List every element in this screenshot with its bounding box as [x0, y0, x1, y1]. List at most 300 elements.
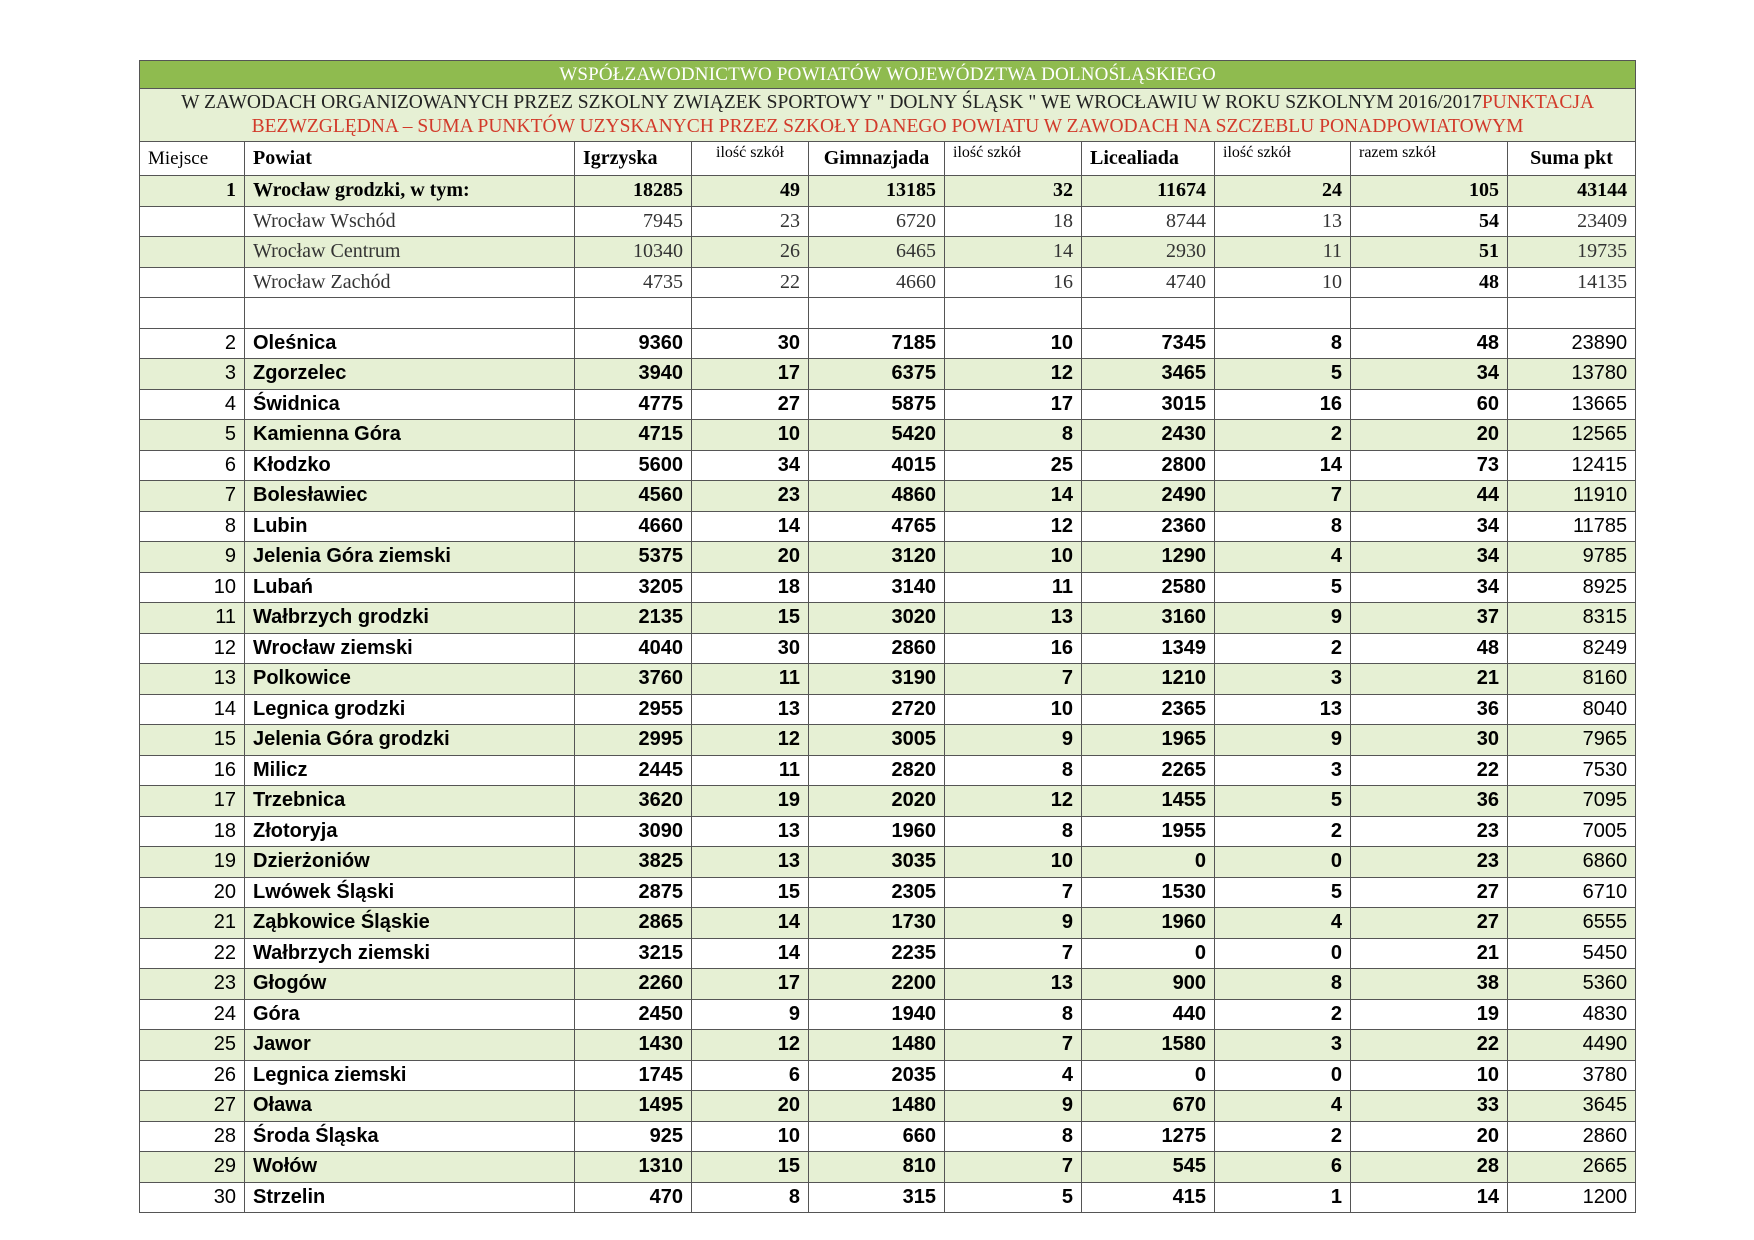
igrzyska-cell: 9360 [575, 328, 692, 359]
wroclaw-total-row [140, 176, 1636, 207]
header-row [140, 142, 1636, 176]
powiat-name-cell: Kłodzko [245, 450, 575, 481]
county-row [140, 938, 1636, 969]
razem-szkol-cell: 21 [1351, 664, 1508, 695]
licealiada-schools-cell: 3 [1215, 1030, 1351, 1061]
powiat-name-cell: Środa Śląska [245, 1121, 575, 1152]
gimnazjada-schools-cell: 14 [945, 481, 1082, 512]
header-igrzyska-schools: ilość szkół [692, 142, 809, 176]
igrzyska-schools-cell: 6 [692, 1060, 809, 1091]
rank-cell: 29 [140, 1152, 245, 1183]
igrzyska-cell: 5375 [575, 542, 692, 573]
razem-szkol-cell: 60 [1351, 389, 1508, 420]
rank-cell: 27 [140, 1091, 245, 1122]
suma-pkt-cell: 8925 [1508, 572, 1636, 603]
table-subtitle [140, 89, 1636, 142]
powiat-name-cell: Jawor [245, 1030, 575, 1061]
razem-szkol-cell: 21 [1351, 938, 1508, 969]
licealiada-schools-cell: 16 [1215, 389, 1351, 420]
razem-szkol-cell: 30 [1351, 725, 1508, 756]
igrzyska-cell: 3090 [575, 816, 692, 847]
rank-cell: 8 [140, 511, 245, 542]
igrzyska-cell: 4040 [575, 633, 692, 664]
subtitle-row [140, 89, 1636, 142]
gimnazjada-schools-cell: 7 [945, 1152, 1082, 1183]
gimnazjada-schools-cell: 5 [945, 1182, 1082, 1213]
gimnazjada-cell: 1940 [809, 999, 945, 1030]
licealiada-schools-cell: 4 [1215, 908, 1351, 939]
igrzyska-cell: 18285 [575, 176, 692, 207]
igrzyska-schools-cell: 8 [692, 1182, 809, 1213]
igrzyska-schools-cell: 23 [692, 481, 809, 512]
rank-cell: 2 [140, 328, 245, 359]
gimnazjada-schools-cell: 17 [945, 389, 1082, 420]
licealiada-cell: 2490 [1082, 481, 1215, 512]
wroclaw-district-row [140, 267, 1636, 298]
county-row [140, 1152, 1636, 1183]
razem-szkol-cell: 19 [1351, 999, 1508, 1030]
gimnazjada-cell: 4765 [809, 511, 945, 542]
igrzyska-schools-cell: 18 [692, 572, 809, 603]
igrzyska-schools-cell: 13 [692, 847, 809, 878]
licealiada-schools-cell: 7 [1215, 481, 1351, 512]
subtitle-scoring-note: PUNKTACJA BEZWZGLĘDNA – SUMA PUNKTÓW UZYSKANYCH PRZEZ SZKOŁY DANEGO POWIATU W ZAWODACH NA SZCZEBLU PONADPOWIATOWYM [251, 92, 1595, 137]
wroclaw-district-row [140, 206, 1636, 237]
licealiada-schools-cell: 2 [1215, 633, 1351, 664]
razem-szkol-cell: 22 [1351, 1030, 1508, 1061]
county-row [140, 389, 1636, 420]
gimnazjada-cell: 4860 [809, 481, 945, 512]
gimnazjada-schools-cell: 13 [945, 969, 1082, 1000]
razem-szkol-cell: 48 [1351, 633, 1508, 664]
licealiada-cell: 3015 [1082, 389, 1215, 420]
gimnazjada-schools-cell: 16 [945, 267, 1082, 298]
razem-szkol-cell: 105 [1351, 176, 1508, 207]
rank-cell: 24 [140, 999, 245, 1030]
igrzyska-schools-cell: 34 [692, 450, 809, 481]
rank-cell: 22 [140, 938, 245, 969]
powiat-name-cell: Góra [245, 999, 575, 1030]
igrzyska-schools-cell: 11 [692, 664, 809, 695]
licealiada-schools-cell: 5 [1215, 877, 1351, 908]
gimnazjada-cell: 6375 [809, 359, 945, 390]
gimnazjada-cell: 1480 [809, 1091, 945, 1122]
igrzyska-schools-cell: 49 [692, 176, 809, 207]
gimnazjada-cell: 2020 [809, 786, 945, 817]
licealiada-schools-cell: 2 [1215, 999, 1351, 1030]
powiat-name-cell: Złotoryja [245, 816, 575, 847]
licealiada-cell: 1455 [1082, 786, 1215, 817]
licealiada-schools-cell: 11 [1215, 237, 1351, 268]
licealiada-cell: 0 [1082, 847, 1215, 878]
suma-pkt-cell: 7530 [1508, 755, 1636, 786]
gimnazjada-schools-cell: 10 [945, 328, 1082, 359]
igrzyska-schools-cell: 9 [692, 999, 809, 1030]
igrzyska-schools-cell: 30 [692, 633, 809, 664]
licealiada-cell: 2800 [1082, 450, 1215, 481]
razem-szkol-cell: 54 [1351, 206, 1508, 237]
igrzyska-schools-cell: 14 [692, 908, 809, 939]
igrzyska-schools-cell: 14 [692, 511, 809, 542]
county-row [140, 481, 1636, 512]
powiat-name-cell: Jelenia Góra ziemski [245, 542, 575, 573]
igrzyska-cell: 4715 [575, 420, 692, 451]
gimnazjada-cell: 3190 [809, 664, 945, 695]
licealiada-schools-cell: 2 [1215, 1121, 1351, 1152]
gimnazjada-cell: 3005 [809, 725, 945, 756]
gimnazjada-schools-cell: 14 [945, 237, 1082, 268]
licealiada-cell: 0 [1082, 1060, 1215, 1091]
powiat-name-cell: Lwówek Śląski [245, 877, 575, 908]
licealiada-schools-cell: 0 [1215, 938, 1351, 969]
spacer-cell [1082, 298, 1215, 329]
razem-szkol-cell: 38 [1351, 969, 1508, 1000]
razem-szkol-cell: 22 [1351, 755, 1508, 786]
razem-szkol-cell: 10 [1351, 1060, 1508, 1091]
county-row [140, 511, 1636, 542]
rank-cell: 20 [140, 877, 245, 908]
licealiada-cell: 8744 [1082, 206, 1215, 237]
suma-pkt-cell: 3780 [1508, 1060, 1636, 1091]
gimnazjada-cell: 13185 [809, 176, 945, 207]
gimnazjada-cell: 2720 [809, 694, 945, 725]
powiat-name-cell: Lubań [245, 572, 575, 603]
licealiada-schools-cell: 5 [1215, 786, 1351, 817]
rank-cell: 10 [140, 572, 245, 603]
spacer-cell [945, 298, 1082, 329]
suma-pkt-cell: 6710 [1508, 877, 1636, 908]
licealiada-schools-cell: 5 [1215, 572, 1351, 603]
powiat-name-cell: Oleśnica [245, 328, 575, 359]
county-row [140, 1030, 1636, 1061]
gimnazjada-schools-cell: 9 [945, 1091, 1082, 1122]
licealiada-schools-cell: 5 [1215, 359, 1351, 390]
rank-cell: 14 [140, 694, 245, 725]
gimnazjada-schools-cell: 12 [945, 786, 1082, 817]
powiat-name-cell: Wrocław ziemski [245, 633, 575, 664]
county-row [140, 877, 1636, 908]
powiat-name-cell: Świdnica [245, 389, 575, 420]
razem-szkol-cell: 48 [1351, 267, 1508, 298]
powiat-name-cell: Ząbkowice Śląskie [245, 908, 575, 939]
igrzyska-schools-cell: 17 [692, 969, 809, 1000]
rank-cell: 23 [140, 969, 245, 1000]
rank-cell [140, 267, 245, 298]
igrzyska-schools-cell: 12 [692, 725, 809, 756]
igrzyska-schools-cell: 20 [692, 1091, 809, 1122]
igrzyska-schools-cell: 13 [692, 816, 809, 847]
licealiada-cell: 2580 [1082, 572, 1215, 603]
razem-szkol-cell: 36 [1351, 694, 1508, 725]
licealiada-cell: 1955 [1082, 816, 1215, 847]
razem-szkol-cell: 14 [1351, 1182, 1508, 1213]
igrzyska-schools-cell: 12 [692, 1030, 809, 1061]
licealiada-schools-cell: 0 [1215, 847, 1351, 878]
razem-szkol-cell: 23 [1351, 816, 1508, 847]
suma-pkt-cell: 19735 [1508, 237, 1636, 268]
licealiada-schools-cell: 6 [1215, 1152, 1351, 1183]
igrzyska-schools-cell: 27 [692, 389, 809, 420]
rank-cell: 1 [140, 176, 245, 207]
suma-pkt-cell: 4830 [1508, 999, 1636, 1030]
rank-cell: 18 [140, 816, 245, 847]
powiat-name-cell: Lubin [245, 511, 575, 542]
licealiada-cell: 415 [1082, 1182, 1215, 1213]
razem-szkol-cell: 37 [1351, 603, 1508, 634]
suma-pkt-cell: 11785 [1508, 511, 1636, 542]
powiat-name-cell: Wałbrzych ziemski [245, 938, 575, 969]
suma-pkt-cell: 3645 [1508, 1091, 1636, 1122]
gimnazjada-schools-cell: 8 [945, 420, 1082, 451]
razem-szkol-cell: 23 [1351, 847, 1508, 878]
razem-szkol-cell: 34 [1351, 572, 1508, 603]
header-razem-szkol: razem szkół [1351, 142, 1508, 176]
igrzyska-cell: 4560 [575, 481, 692, 512]
licealiada-cell: 545 [1082, 1152, 1215, 1183]
igrzyska-cell: 3940 [575, 359, 692, 390]
razem-szkol-cell: 33 [1351, 1091, 1508, 1122]
gimnazjada-schools-cell: 16 [945, 633, 1082, 664]
header-licealiada-schools: ilość szkół [1215, 142, 1351, 176]
igrzyska-cell: 1310 [575, 1152, 692, 1183]
licealiada-cell: 3465 [1082, 359, 1215, 390]
county-row [140, 420, 1636, 451]
county-row [140, 725, 1636, 756]
gimnazjada-schools-cell: 12 [945, 359, 1082, 390]
licealiada-schools-cell: 4 [1215, 542, 1351, 573]
county-row [140, 755, 1636, 786]
powiat-name-cell: Wrocław Zachód [245, 267, 575, 298]
gimnazjada-schools-cell: 8 [945, 1121, 1082, 1152]
licealiada-cell: 1965 [1082, 725, 1215, 756]
igrzyska-schools-cell: 13 [692, 694, 809, 725]
licealiada-schools-cell: 13 [1215, 694, 1351, 725]
suma-pkt-cell: 9785 [1508, 542, 1636, 573]
licealiada-cell: 1210 [1082, 664, 1215, 695]
igrzyska-cell: 4735 [575, 267, 692, 298]
powiat-name-cell: Strzelin [245, 1182, 575, 1213]
suma-pkt-cell: 5450 [1508, 938, 1636, 969]
gimnazjada-cell: 1730 [809, 908, 945, 939]
gimnazjada-cell: 1480 [809, 1030, 945, 1061]
razem-szkol-cell: 20 [1351, 420, 1508, 451]
razem-szkol-cell: 27 [1351, 908, 1508, 939]
gimnazjada-cell: 3120 [809, 542, 945, 573]
powiat-name-cell: Polkowice [245, 664, 575, 695]
igrzyska-schools-cell: 19 [692, 786, 809, 817]
suma-pkt-cell: 8160 [1508, 664, 1636, 695]
igrzyska-cell: 3215 [575, 938, 692, 969]
powiat-name-cell: Trzebnica [245, 786, 575, 817]
gimnazjada-schools-cell: 8 [945, 999, 1082, 1030]
igrzyska-cell: 925 [575, 1121, 692, 1152]
gimnazjada-schools-cell: 12 [945, 511, 1082, 542]
igrzyska-schools-cell: 15 [692, 603, 809, 634]
powiat-name-cell: Legnica ziemski [245, 1060, 575, 1091]
gimnazjada-schools-cell: 7 [945, 664, 1082, 695]
gimnazjada-cell: 810 [809, 1152, 945, 1183]
powiat-name-cell: Głogów [245, 969, 575, 1000]
gimnazjada-schools-cell: 18 [945, 206, 1082, 237]
gimnazjada-schools-cell: 32 [945, 176, 1082, 207]
gimnazjada-schools-cell: 4 [945, 1060, 1082, 1091]
licealiada-schools-cell: 0 [1215, 1060, 1351, 1091]
suma-pkt-cell: 8315 [1508, 603, 1636, 634]
licealiada-cell: 1580 [1082, 1030, 1215, 1061]
suma-pkt-cell: 2665 [1508, 1152, 1636, 1183]
igrzyska-schools-cell: 30 [692, 328, 809, 359]
rank-cell: 9 [140, 542, 245, 573]
header-licealiada: Licealiada [1082, 142, 1215, 176]
powiat-name-cell: Jelenia Góra grodzki [245, 725, 575, 756]
razem-szkol-cell: 34 [1351, 511, 1508, 542]
igrzyska-cell: 1430 [575, 1030, 692, 1061]
razem-szkol-cell: 73 [1351, 450, 1508, 481]
suma-pkt-cell: 12415 [1508, 450, 1636, 481]
igrzyska-cell: 470 [575, 1182, 692, 1213]
suma-pkt-cell: 6860 [1508, 847, 1636, 878]
suma-pkt-cell: 6555 [1508, 908, 1636, 939]
suma-pkt-cell: 8040 [1508, 694, 1636, 725]
county-row [140, 786, 1636, 817]
county-row [140, 633, 1636, 664]
licealiada-cell: 2430 [1082, 420, 1215, 451]
razem-szkol-cell: 34 [1351, 542, 1508, 573]
licealiada-cell: 2265 [1082, 755, 1215, 786]
igrzyska-cell: 2260 [575, 969, 692, 1000]
gimnazjada-cell: 2200 [809, 969, 945, 1000]
igrzyska-cell: 3620 [575, 786, 692, 817]
rank-cell: 16 [140, 755, 245, 786]
county-row [140, 847, 1636, 878]
rank-cell: 12 [140, 633, 245, 664]
igrzyska-cell: 7945 [575, 206, 692, 237]
licealiada-schools-cell: 13 [1215, 206, 1351, 237]
licealiada-schools-cell: 3 [1215, 755, 1351, 786]
powiat-name-cell: Zgorzelec [245, 359, 575, 390]
county-row [140, 999, 1636, 1030]
county-row [140, 572, 1636, 603]
gimnazjada-cell: 2035 [809, 1060, 945, 1091]
gimnazjada-cell: 2305 [809, 877, 945, 908]
igrzyska-cell: 2875 [575, 877, 692, 908]
suma-pkt-cell: 11910 [1508, 481, 1636, 512]
licealiada-cell: 1349 [1082, 633, 1215, 664]
powiat-name-cell: Oława [245, 1091, 575, 1122]
licealiada-cell: 11674 [1082, 176, 1215, 207]
gimnazjada-cell: 6465 [809, 237, 945, 268]
licealiada-cell: 1290 [1082, 542, 1215, 573]
county-row [140, 969, 1636, 1000]
igrzyska-schools-cell: 26 [692, 237, 809, 268]
igrzyska-schools-cell: 15 [692, 877, 809, 908]
county-row [140, 1091, 1636, 1122]
gimnazjada-cell: 2235 [809, 938, 945, 969]
gimnazjada-cell: 2820 [809, 755, 945, 786]
header-igrzyska: Igrzyska [575, 142, 692, 176]
gimnazjada-schools-cell: 10 [945, 694, 1082, 725]
igrzyska-cell: 2450 [575, 999, 692, 1030]
county-row [140, 1121, 1636, 1152]
igrzyska-cell: 2955 [575, 694, 692, 725]
table-title: WSPÓŁZAWODNICTWO POWIATÓW WOJEWÓDZTWA DOLNOŚLĄSKIEGO [140, 61, 1636, 89]
rank-cell [140, 206, 245, 237]
powiat-name-cell: Wrocław Wschód [245, 206, 575, 237]
rank-cell: 30 [140, 1182, 245, 1213]
gimnazjada-schools-cell: 7 [945, 938, 1082, 969]
igrzyska-schools-cell: 10 [692, 1121, 809, 1152]
gimnazjada-schools-cell: 10 [945, 542, 1082, 573]
powiat-name-cell: Kamienna Góra [245, 420, 575, 451]
spacer-cell [1508, 298, 1636, 329]
county-row [140, 1182, 1636, 1213]
rank-cell: 28 [140, 1121, 245, 1152]
rank-cell: 25 [140, 1030, 245, 1061]
gimnazjada-cell: 660 [809, 1121, 945, 1152]
licealiada-cell: 1960 [1082, 908, 1215, 939]
county-row [140, 908, 1636, 939]
ranking-table [139, 60, 1636, 1213]
licealiada-cell: 1275 [1082, 1121, 1215, 1152]
igrzyska-cell: 10340 [575, 237, 692, 268]
licealiada-cell: 4740 [1082, 267, 1215, 298]
powiat-name-cell: Bolesławiec [245, 481, 575, 512]
suma-pkt-cell: 23890 [1508, 328, 1636, 359]
county-row [140, 542, 1636, 573]
suma-pkt-cell: 43144 [1508, 176, 1636, 207]
gimnazjada-schools-cell: 7 [945, 877, 1082, 908]
powiat-name-cell: Wołów [245, 1152, 575, 1183]
spacer-cell [1215, 298, 1351, 329]
licealiada-cell: 7345 [1082, 328, 1215, 359]
gimnazjada-cell: 3035 [809, 847, 945, 878]
suma-pkt-cell: 12565 [1508, 420, 1636, 451]
gimnazjada-cell: 3020 [809, 603, 945, 634]
rank-cell: 19 [140, 847, 245, 878]
rank-cell [140, 237, 245, 268]
licealiada-schools-cell: 2 [1215, 816, 1351, 847]
rank-cell: 11 [140, 603, 245, 634]
igrzyska-cell: 2865 [575, 908, 692, 939]
suma-pkt-cell: 7005 [1508, 816, 1636, 847]
county-row [140, 603, 1636, 634]
razem-szkol-cell: 36 [1351, 786, 1508, 817]
licealiada-cell: 2365 [1082, 694, 1215, 725]
spacer-cell [809, 298, 945, 329]
licealiada-schools-cell: 8 [1215, 511, 1351, 542]
igrzyska-cell: 1745 [575, 1060, 692, 1091]
gimnazjada-cell: 1960 [809, 816, 945, 847]
suma-pkt-cell: 7095 [1508, 786, 1636, 817]
rank-cell: 3 [140, 359, 245, 390]
county-row [140, 664, 1636, 695]
licealiada-cell: 3160 [1082, 603, 1215, 634]
razem-szkol-cell: 51 [1351, 237, 1508, 268]
igrzyska-schools-cell: 20 [692, 542, 809, 573]
rank-cell: 21 [140, 908, 245, 939]
rank-cell: 4 [140, 389, 245, 420]
gimnazjada-cell: 3140 [809, 572, 945, 603]
igrzyska-schools-cell: 10 [692, 420, 809, 451]
spacer-cell [692, 298, 809, 329]
spacer-cell [245, 298, 575, 329]
header-gimnazjada: Gimnazjada [809, 142, 945, 176]
licealiada-schools-cell: 3 [1215, 664, 1351, 695]
county-row [140, 328, 1636, 359]
razem-szkol-cell: 48 [1351, 328, 1508, 359]
gimnazjada-cell: 2860 [809, 633, 945, 664]
suma-pkt-cell: 13665 [1508, 389, 1636, 420]
